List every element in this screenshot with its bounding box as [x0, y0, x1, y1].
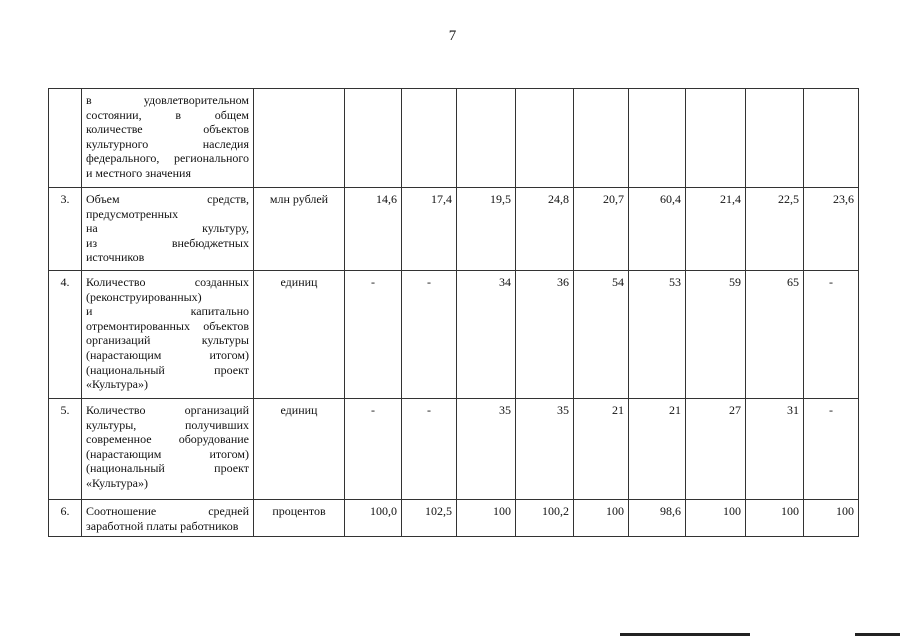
- row-number-cell: [49, 89, 82, 188]
- value-cell: 24,8: [516, 188, 574, 271]
- indicator-name-line: и местного значения: [86, 165, 191, 180]
- indicator-name-line: Объем средств,: [86, 192, 249, 206]
- value-cell: 100: [804, 500, 859, 537]
- indicator-name-line: (нарастающим итогом): [86, 446, 249, 461]
- value-cell: 35: [457, 399, 516, 500]
- table-body: [49, 89, 859, 537]
- value-cell: 19,5: [457, 188, 516, 271]
- value-cell: 35: [516, 399, 574, 500]
- value-cell: 100: [746, 500, 804, 537]
- value-cell: -: [345, 271, 402, 399]
- table-row: [49, 500, 859, 537]
- indicator-name-line: организаций культуры: [86, 333, 249, 348]
- indicator-name-line: отремонтированных объектов: [86, 318, 249, 333]
- indicator-name-line: культурного наследия: [86, 136, 249, 151]
- value-cell: [686, 89, 746, 188]
- value-cell: -: [804, 271, 859, 399]
- indicator-name-line: федерального, регионального: [86, 151, 249, 166]
- indicator-name-line: (реконструированных): [86, 289, 202, 304]
- value-cell: -: [345, 399, 402, 500]
- value-cell: 31: [746, 399, 804, 500]
- indicator-name-line: (национальный проект: [86, 362, 249, 377]
- indicator-name-line: (национальный проект: [86, 461, 249, 476]
- value-cell: 98,6: [629, 500, 686, 537]
- indicator-name-line: Соотношение средней: [86, 504, 249, 518]
- value-cell: -: [402, 271, 457, 399]
- value-cell: 36: [516, 271, 574, 399]
- unit-cell: единиц: [254, 399, 345, 500]
- indicator-name-line: из внебюджетных: [86, 235, 249, 250]
- value-cell: [516, 89, 574, 188]
- indicator-name-line: заработной платы работников: [86, 518, 239, 533]
- indicator-name-cell: [82, 399, 254, 500]
- indicator-name-line: состоянии, в общем: [86, 107, 249, 122]
- row-number-cell: 6.: [49, 500, 82, 537]
- row-number-cell: 3.: [49, 188, 82, 271]
- indicator-name-line: источников: [86, 250, 145, 265]
- value-cell: -: [402, 399, 457, 500]
- value-cell: [457, 89, 516, 188]
- indicator-name-line: «Культура»): [86, 475, 148, 490]
- unit-cell: единиц: [254, 271, 345, 399]
- indicator-name-cell: [82, 271, 254, 399]
- unit-cell: процентов: [254, 500, 345, 537]
- indicator-name-line: количестве объектов: [86, 122, 249, 137]
- value-cell: 100: [457, 500, 516, 537]
- value-cell: 53: [629, 271, 686, 399]
- value-cell: 27: [686, 399, 746, 500]
- value-cell: 100,2: [516, 500, 574, 537]
- unit-cell: [254, 89, 345, 188]
- table-row: [49, 399, 859, 500]
- value-cell: 22,5: [746, 188, 804, 271]
- indicator-name-line: предусмотренных: [86, 206, 179, 221]
- value-cell: [804, 89, 859, 188]
- indicator-name-line: и капитально: [86, 304, 249, 319]
- footer-rule-left: [620, 633, 750, 636]
- indicator-name-line: в удовлетворительном: [86, 93, 249, 107]
- table-row: [49, 188, 859, 271]
- value-cell: 34: [457, 271, 516, 399]
- page-number: 7: [448, 28, 457, 44]
- value-cell: 14,6: [345, 188, 402, 271]
- value-cell: 65: [746, 271, 804, 399]
- value-cell: [574, 89, 629, 188]
- value-cell: 17,4: [402, 188, 457, 271]
- value-cell: 21: [629, 399, 686, 500]
- table-row: [49, 271, 859, 399]
- row-number-cell: 4.: [49, 271, 82, 399]
- value-cell: [746, 89, 804, 188]
- value-cell: [345, 89, 402, 188]
- value-cell: -: [804, 399, 859, 500]
- value-cell: 100,0: [345, 500, 402, 537]
- value-cell: 23,6: [804, 188, 859, 271]
- table-row: [49, 89, 859, 188]
- value-cell: [402, 89, 457, 188]
- indicator-name-cell: [82, 500, 254, 537]
- indicators-table: [48, 88, 859, 537]
- indicator-name-line: (нарастающим итогом): [86, 347, 249, 362]
- value-cell: 59: [686, 271, 746, 399]
- indicator-name-cell: [82, 188, 254, 271]
- value-cell: 100: [574, 500, 629, 537]
- indicator-name-line: культуры, получивших: [86, 417, 249, 432]
- value-cell: 20,7: [574, 188, 629, 271]
- row-number-cell: 5.: [49, 399, 82, 500]
- indicator-name-line: современное оборудование: [86, 432, 249, 447]
- indicator-name-line: «Культура»): [86, 377, 148, 392]
- unit-cell: млн рублей: [254, 188, 345, 271]
- value-cell: 100: [686, 500, 746, 537]
- value-cell: 54: [574, 271, 629, 399]
- value-cell: 60,4: [629, 188, 686, 271]
- indicator-name-line: Количество созданных: [86, 275, 249, 289]
- indicator-name-cell: [82, 89, 254, 188]
- value-cell: 102,5: [402, 500, 457, 537]
- value-cell: 21,4: [686, 188, 746, 271]
- indicator-name-line: на культуру,: [86, 221, 249, 236]
- footer-rule-right: [855, 633, 900, 636]
- value-cell: [629, 89, 686, 188]
- value-cell: 21: [574, 399, 629, 500]
- indicator-name-line: Количество организаций: [86, 403, 249, 417]
